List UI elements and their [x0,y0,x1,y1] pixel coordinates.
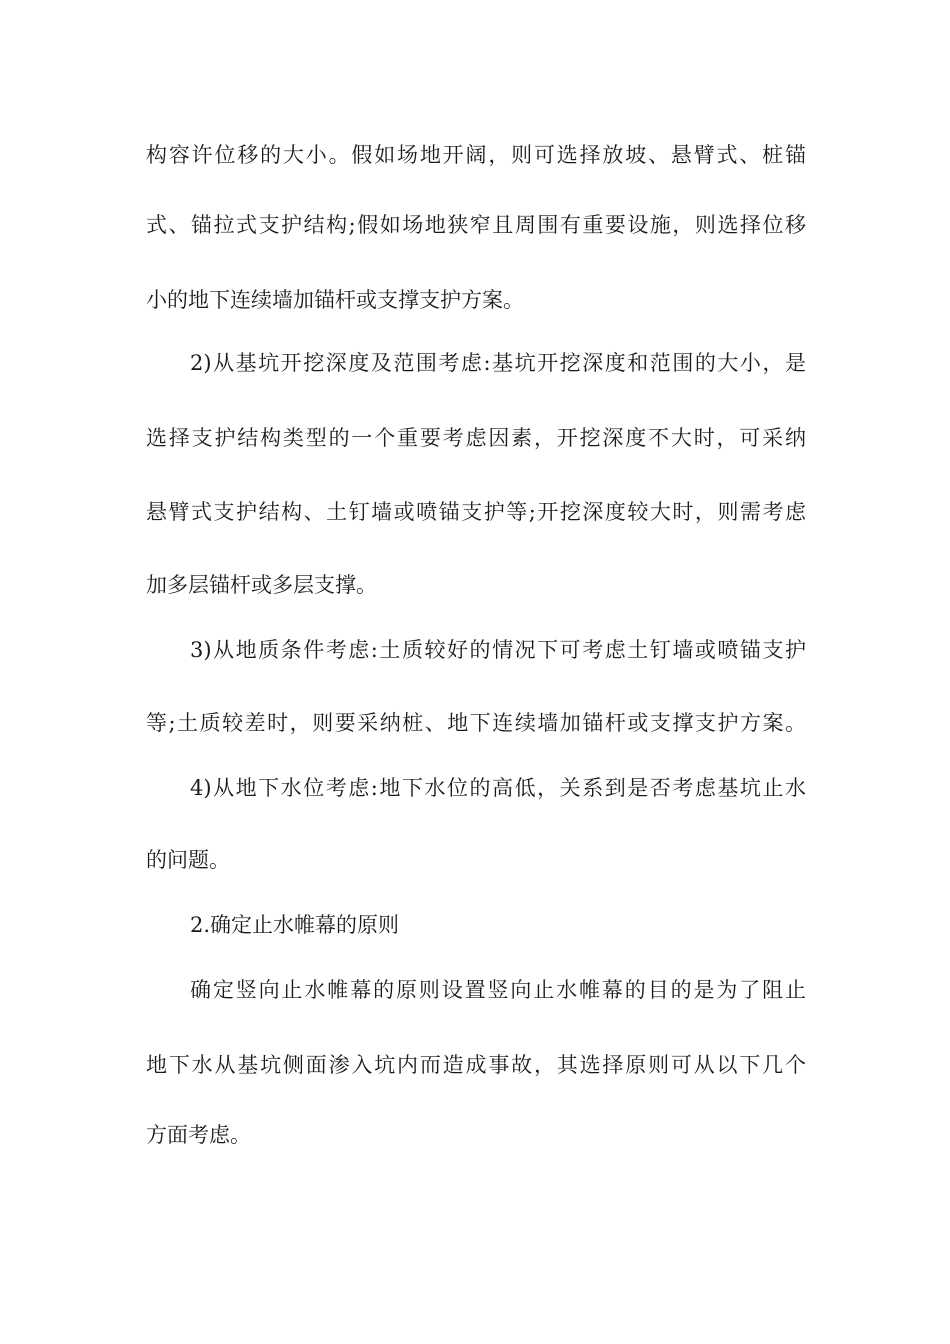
paragraph-line: 加多层锚杆或多层支撑。 [146,573,377,597]
paragraph-line: 选择支护结构类型的一个重要考虑因素，开挖深度不大时，可采纳 [146,426,806,450]
paragraph-line: 的问题。 [146,848,230,872]
paragraph-line: 等;土质较差时，则要采纳桩、地下连续墙加锚杆或支撑支护方案。 [146,711,806,735]
paragraph-line: 地下水从基坑侧面渗入坑内而造成事故，其选择原则可从以下几个 [146,1053,806,1077]
paragraph-line: 小的地下连续墙加锚杆或支撑支护方案。 [146,288,524,312]
paragraph-line: 3)从地质条件考虑:土质较好的情况下可考虑土钉墙或喷锚支护 [190,638,806,662]
paragraph-line: 方面考虑。 [146,1123,251,1147]
paragraph-line: 确定竖向止水帷幕的原则设置竖向止水帷幕的目的是为了阻止 [190,978,806,1002]
paragraph-line: 2)从基坑开挖深度及范围考虑:基坑开挖深度和范围的大小，是 [190,351,806,375]
section-heading: 2.确定止水帷幕的原则 [190,913,400,937]
paragraph-line: 悬臂式支护结构、土钉墙或喷锚支护等;开挖深度较大时，则需考虑 [146,500,806,524]
paragraph-line: 式、锚拉式支护结构;假如场地狭窄且周围有重要设施，则选择位移 [146,213,806,237]
paragraph-line: 构容许位移的大小。假如场地开阔，则可选择放坡、悬臂式、桩锚 [146,143,806,167]
paragraph-line: 4)从地下水位考虑:地下水位的高低，关系到是否考虑基坑止水 [190,776,806,800]
